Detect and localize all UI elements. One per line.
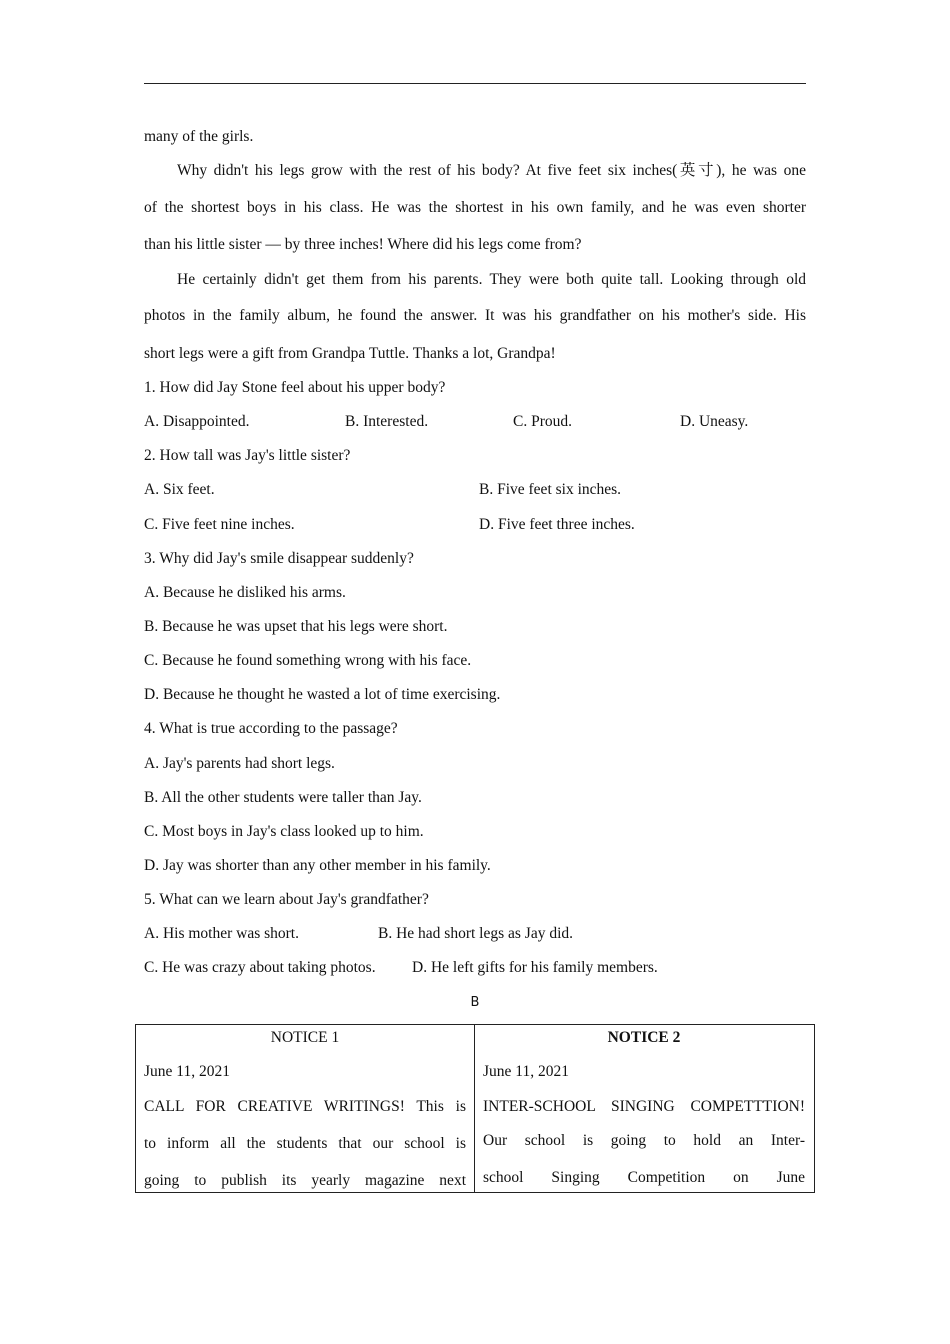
notice-2-line: INTER-SCHOOL SINGING COMPETTTION! <box>483 1098 805 1115</box>
option-d: D. Jay was shorter than any other member in his family. <box>144 857 491 874</box>
option-c: C. Most boys in Jay's class looked up to him. <box>144 823 424 840</box>
notice-1-line: going to publish its yearly magazine next <box>144 1172 466 1189</box>
notice-1-date: June 11, 2021 <box>144 1063 230 1080</box>
option-b: B. He had short legs as Jay did. <box>378 925 574 942</box>
section-b-heading: B <box>470 995 480 1010</box>
passage-line: short legs were a gift from Grandpa Tuttle. Thanks a lot, Grandpa! <box>144 345 556 362</box>
option-b: B. Interested. <box>345 413 429 430</box>
question-stem: 5. What can we learn about Jay's grandfather? <box>144 891 429 908</box>
option-b: B. All the other students were taller than Jay. <box>144 789 422 806</box>
option-b: B. Because he was upset that his legs were short. <box>144 618 448 635</box>
option-c: C. Because he found something wrong with his face. <box>144 652 472 669</box>
passage-line: than his little sister — by three inches! Where did his legs come from? <box>144 236 582 253</box>
notice-1-title: NOTICE 1 <box>270 1029 340 1046</box>
option-d: D. Uneasy. <box>680 413 749 430</box>
option-d: D. He left gifts for his family members. <box>412 959 658 976</box>
option-c: C. Proud. <box>513 413 572 430</box>
question-stem: 3. Why did Jay's smile disappear suddenly? <box>144 550 414 567</box>
question-stem: 4. What is true according to the passage? <box>144 720 398 737</box>
notice-1-line: to inform all the students that our school is <box>144 1135 466 1152</box>
notice-2-line: school Singing Competition on June <box>483 1169 805 1186</box>
passage-line: Why didn't his legs grow with the rest of his body? At five feet six inches(英寸), he was one <box>177 162 806 179</box>
question-stem: 2. How tall was Jay's little sister? <box>144 447 351 464</box>
table-column-divider <box>474 1025 475 1192</box>
option-d: D. Five feet three inches. <box>479 516 635 533</box>
option-a: A. Jay's parents had short legs. <box>144 755 335 772</box>
option-a: A. Because he disliked his arms. <box>144 584 346 601</box>
passage-line: photos in the family album, he found the answer. It was his grandfather on his mother's side. His <box>144 307 806 324</box>
notice-1-line: CALL FOR CREATIVE WRITINGS! This is <box>144 1098 466 1115</box>
notices-table <box>135 1024 815 1193</box>
option-a: A. His mother was short. <box>144 925 299 942</box>
option-c: C. He was crazy about taking photos. <box>144 959 376 976</box>
option-c: C. Five feet nine inches. <box>144 516 295 533</box>
header-rule <box>144 83 806 84</box>
notice-2-line: Our school is going to hold an Inter- <box>483 1132 805 1149</box>
passage-line: of the shortest boys in his class. He was the shortest in his own family, and he was even shorter <box>144 199 806 216</box>
question-stem: 1. How did Jay Stone feel about his upper body? <box>144 379 446 396</box>
option-b: B. Five feet six inches. <box>479 481 622 498</box>
notice-2-date: June 11, 2021 <box>483 1063 569 1080</box>
option-d: D. Because he thought he wasted a lot of time exercising. <box>144 686 501 703</box>
option-a: A. Disappointed. <box>144 413 250 430</box>
passage-line: many of the girls. <box>144 128 254 145</box>
option-a: A. Six feet. <box>144 481 215 498</box>
passage-line: He certainly didn't get them from his parents. They were both quite tall. Looking through old <box>177 271 806 288</box>
notice-2-title: NOTICE 2 <box>607 1029 681 1046</box>
